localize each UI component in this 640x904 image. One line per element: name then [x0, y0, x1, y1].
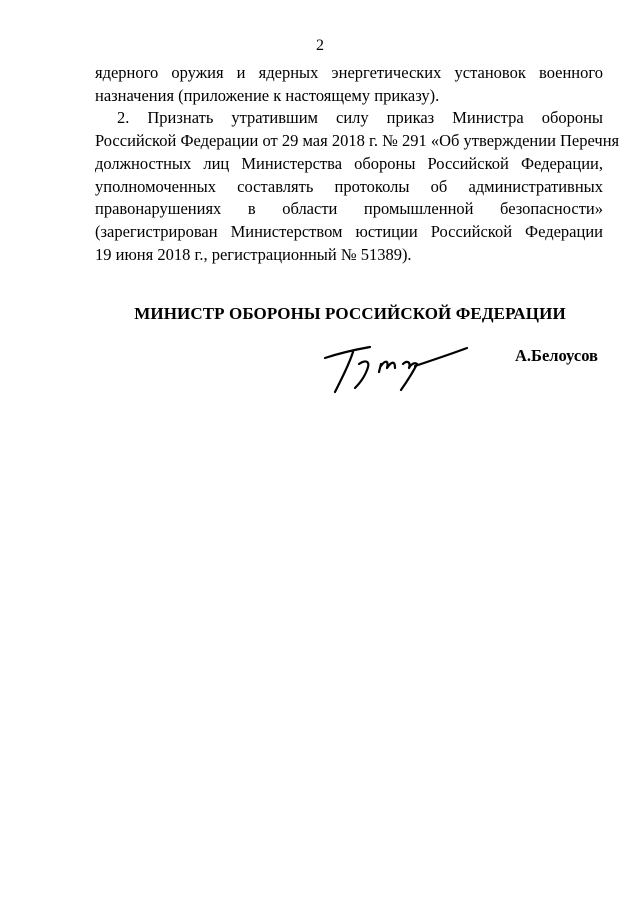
- text-line: 2. Признать утратившим силу приказ Министра обороны: [117, 108, 603, 128]
- text-line: (зарегистрирован Министерством юстиции Российской Федерации: [95, 221, 603, 241]
- text-line: правонарушениях в области промышленной безопасности»: [95, 199, 603, 219]
- signatory-name: А.Белоусов: [515, 346, 598, 365]
- handwritten-signature: [315, 338, 475, 400]
- text-line: должностных лиц Министерства обороны Российской Федерации,: [95, 153, 603, 173]
- text-line: Российской Федерации от 29 мая 2018 г. № 291 «Об утверждении Перечня: [95, 131, 620, 151]
- body-text: [95, 62, 620, 266]
- text-line: уполномоченных составлять протоколы об административных: [95, 176, 603, 196]
- text-line: ядерного оружия и ядерных энергетических установок военного: [95, 63, 603, 82]
- text-line: назначения (приложение к настоящему приказу).: [95, 85, 440, 105]
- text-line: 19 июня 2018 г., регистрационный № 51389).: [95, 244, 412, 264]
- signatory-position-title: МИНИСТР ОБОРОНЫ РОССИЙСКОЙ ФЕДЕРАЦИИ: [134, 304, 566, 323]
- page-number: 2: [316, 37, 324, 54]
